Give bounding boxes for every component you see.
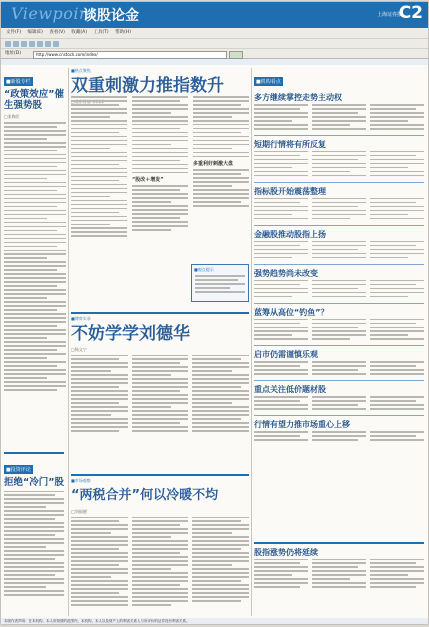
center-subhead-2: 多重利好刺激大盘 bbox=[193, 161, 234, 168]
menu-tools[interactable]: 工具(T) bbox=[93, 30, 109, 35]
center-middle bbox=[71, 312, 249, 434]
page-number: C2 bbox=[398, 3, 423, 23]
left-body bbox=[4, 122, 66, 391]
address-bar bbox=[1, 48, 428, 59]
masthead bbox=[1, 2, 428, 28]
menu-view[interactable]: 查看(V) bbox=[49, 30, 65, 35]
right-lower bbox=[254, 542, 424, 590]
center-headline[interactable]: 双重刺激力推指数升 bbox=[71, 76, 224, 96]
column-divider bbox=[68, 68, 69, 616]
right-title-2[interactable]: 短期行情将有所反复 bbox=[254, 139, 326, 149]
menu-edit[interactable]: 编辑(E) bbox=[27, 30, 43, 35]
masthead-watermark: Viewpoint bbox=[11, 4, 97, 23]
left-body-2 bbox=[4, 491, 64, 596]
right-title-8[interactable]: 重点关注低价题材股 bbox=[254, 385, 326, 395]
newspaper-page bbox=[1, 2, 428, 624]
center-lower bbox=[71, 474, 249, 608]
left-title-2[interactable]: 拒绝“冷门”股 bbox=[4, 476, 64, 488]
home-icon[interactable] bbox=[37, 41, 43, 47]
mid-headline[interactable]: 不妨学学刘德华 bbox=[71, 323, 190, 344]
right-title-10[interactable]: 股指涨势仍将延续 bbox=[254, 547, 318, 557]
favorites-icon[interactable] bbox=[53, 41, 59, 47]
callout-box bbox=[191, 264, 249, 302]
right-title-6[interactable]: 蓝筹从高位“钓鱼”？ bbox=[254, 307, 329, 317]
search-icon[interactable] bbox=[45, 41, 51, 47]
go-button[interactable] bbox=[229, 51, 243, 59]
low-headline[interactable]: “两税合并”何以冷暖不均 bbox=[71, 487, 219, 503]
menu-help[interactable]: 帮助(H) bbox=[115, 30, 132, 35]
mid-byline: □杨文宁 bbox=[71, 346, 87, 352]
right-column bbox=[254, 68, 424, 443]
footer-note: 本版作者声明：在本机构、本人所知情的范围内，本机构、本人以及财产上的利害关系人与所评价的证券没有利害关系。 bbox=[1, 618, 428, 624]
right-tag: ■机构看点 bbox=[256, 79, 281, 85]
left-tag: ■新股专栏 bbox=[6, 79, 31, 85]
right-title-9[interactable]: 行情有望力推市场重心上移 bbox=[254, 420, 350, 430]
refresh-icon[interactable] bbox=[29, 41, 35, 47]
right-title-1[interactable]: 多方继续掌控走势主动权 bbox=[254, 93, 342, 102]
browser-toolbar bbox=[1, 28, 428, 59]
center-subhead-1: “股改＋增发” bbox=[132, 177, 164, 184]
left-column bbox=[4, 68, 66, 393]
forward-icon[interactable] bbox=[13, 41, 19, 47]
mid-kicker: ■博弈实录 bbox=[71, 315, 91, 321]
right-title-4[interactable]: 金融股推动股指上扬 bbox=[254, 229, 326, 239]
low-kicker: ■市场观察 bbox=[71, 477, 91, 483]
paper-name: 上海证券报 bbox=[376, 12, 402, 18]
left-lower bbox=[4, 452, 64, 598]
center-kicker: ■热点聚焦 bbox=[71, 68, 91, 73]
menu-bar bbox=[1, 28, 428, 38]
top-strip bbox=[1, 59, 428, 65]
left-byline: □张陶臣 bbox=[4, 114, 20, 119]
low-byline: □刘福德 bbox=[71, 508, 87, 514]
address-input[interactable]: http://www.cnstock.com/index/ bbox=[33, 51, 227, 59]
address-label: 地址(D) bbox=[5, 51, 21, 56]
right-title-3[interactable]: 指标股开始震荡整理 bbox=[254, 186, 326, 196]
stop-icon[interactable] bbox=[21, 41, 27, 47]
right-title-5[interactable]: 强势趋势尚未改变 bbox=[254, 268, 318, 278]
column-divider bbox=[251, 68, 252, 616]
section-title: 谈股论金 bbox=[83, 8, 139, 24]
menu-file[interactable]: 文件(F) bbox=[6, 30, 22, 35]
left-tag-2: ■投资评论 bbox=[6, 466, 31, 473]
menu-favorites[interactable]: 收藏(A) bbox=[71, 30, 87, 35]
left-title[interactable]: “政策效应”催生强势股 bbox=[4, 89, 64, 111]
right-title-7[interactable]: 启市仍需谨慎乐观 bbox=[254, 350, 318, 360]
back-icon[interactable] bbox=[5, 41, 11, 47]
callout-title: ■观点提示 bbox=[194, 267, 214, 272]
center-body bbox=[71, 96, 249, 276]
